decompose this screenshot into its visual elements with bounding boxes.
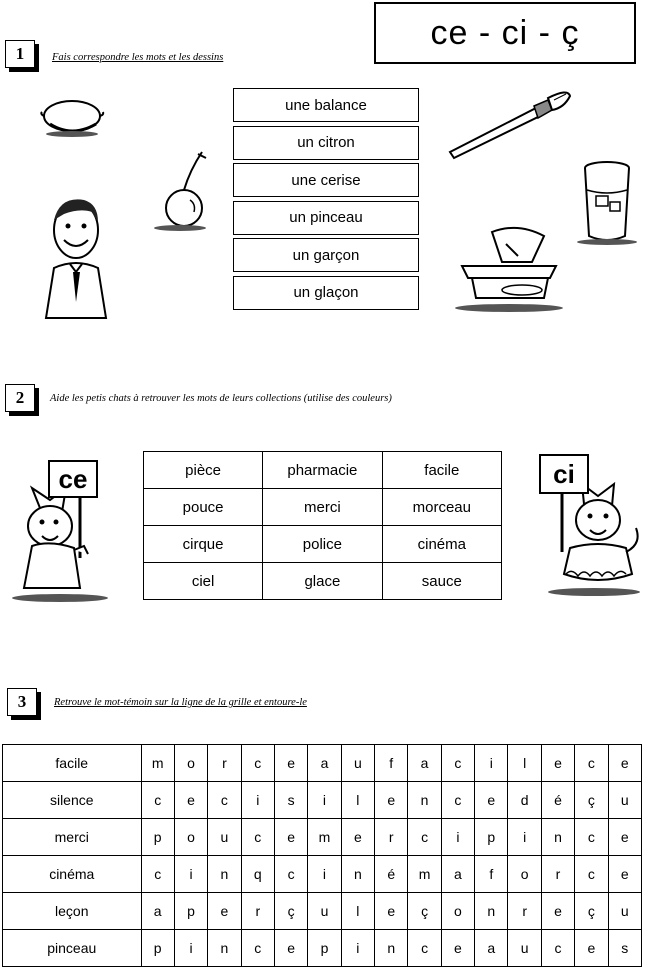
letter-cell[interactable]: e [541,893,574,930]
letter-cell[interactable]: m [308,819,341,856]
letter-cell[interactable]: c [274,856,307,893]
word-box[interactable]: un glaçon [233,276,419,310]
glass-of-water-icon[interactable] [572,158,642,246]
word-box[interactable]: un pinceau [233,201,419,235]
letter-cell[interactable]: i [441,819,474,856]
letter-cell[interactable]: u [308,893,341,930]
word-cell[interactable]: cinéma [382,526,501,563]
boy-icon[interactable] [40,190,112,320]
exercise-1-word-list [233,88,419,314]
grid-row [3,819,642,856]
witness-word: silence [3,782,142,819]
letter-cell[interactable]: e [341,819,374,856]
witness-word: cinéma [3,856,142,893]
letter-cell[interactable]: c [241,930,274,967]
word-cell[interactable]: police [263,526,382,563]
witness-word: merci [3,819,142,856]
letter-cell[interactable]: e [274,930,307,967]
exercise-2-number: 2 [5,384,35,412]
letter-cell[interactable]: d [508,782,541,819]
letter-cell[interactable]: e [575,930,608,967]
letter-cell[interactable]: i [308,856,341,893]
letter-cell[interactable]: a [408,745,441,782]
letter-cell[interactable]: u [208,819,241,856]
letter-cell[interactable]: i [475,745,508,782]
letter-cell[interactable]: a [308,745,341,782]
letter-cell[interactable]: o [174,819,207,856]
letter-cell[interactable]: u [608,893,641,930]
letter-cell[interactable]: u [608,782,641,819]
word-cell[interactable]: merci [263,489,382,526]
letter-cell[interactable]: f [475,856,508,893]
letter-cell[interactable]: o [174,745,207,782]
letter-cell[interactable]: c [575,745,608,782]
letter-cell[interactable]: e [208,893,241,930]
word-cell[interactable]: pièce [144,452,263,489]
word-cell[interactable]: glace [263,563,382,600]
letter-cell[interactable]: p [475,819,508,856]
letter-cell[interactable]: c [408,819,441,856]
letter-cell[interactable]: c [208,782,241,819]
word-cell[interactable]: ciel [144,563,263,600]
letter-cell[interactable]: r [208,745,241,782]
letter-cell[interactable]: a [141,893,174,930]
letter-cell[interactable]: e [541,745,574,782]
letter-cell[interactable]: i [174,856,207,893]
letter-cell[interactable]: c [575,819,608,856]
cat-ci-sign: ci [539,454,589,494]
page-title: ce - ci - ç [374,2,636,64]
scale-icon[interactable] [452,222,566,314]
letter-cell[interactable]: n [341,856,374,893]
letter-cell[interactable]: u [341,745,374,782]
letter-cell[interactable]: c [141,856,174,893]
letter-cell[interactable]: i [174,930,207,967]
letter-cell[interactable]: s [608,930,641,967]
letter-cell[interactable]: m [408,856,441,893]
exercise-3-letter-grid [2,744,642,967]
exercise-3-instruction: Retrouve le mot-témoin sur la ligne de la grille et entoure-le [54,697,307,708]
word-box[interactable]: un garçon [233,238,419,272]
word-cell[interactable]: morceau [382,489,501,526]
table-row [144,489,502,526]
lemon-icon[interactable] [36,94,108,140]
letter-cell[interactable]: ç [575,782,608,819]
letter-cell[interactable]: a [441,856,474,893]
letter-cell[interactable]: m [141,745,174,782]
letter-cell[interactable]: n [408,782,441,819]
exercise-2-instruction: Aide les petis chats à retrouver les mots de leurs collections (utilise des couleurs) [50,393,392,404]
letter-cell[interactable]: ç [575,893,608,930]
letter-cell[interactable]: e [608,745,641,782]
letter-cell[interactable]: e [274,745,307,782]
letter-cell[interactable]: f [375,745,408,782]
table-row [144,452,502,489]
letter-cell[interactable]: c [241,819,274,856]
grid-row [3,930,642,967]
letter-cell[interactable]: e [274,819,307,856]
letter-cell[interactable]: o [508,856,541,893]
word-box[interactable]: une balance [233,88,419,122]
letter-cell[interactable]: c [575,856,608,893]
letter-cell[interactable]: ç [408,893,441,930]
letter-cell[interactable]: r [541,856,574,893]
letter-cell[interactable]: c [408,930,441,967]
letter-cell[interactable]: e [475,782,508,819]
letter-cell[interactable]: u [508,930,541,967]
letter-cell[interactable]: c [141,782,174,819]
letter-cell[interactable]: c [441,745,474,782]
grid-row [3,782,642,819]
letter-cell[interactable]: p [174,893,207,930]
grid-row [3,893,642,930]
letter-cell[interactable]: r [241,893,274,930]
exercise-2-word-table [143,451,502,600]
letter-cell[interactable]: q [241,856,274,893]
letter-cell[interactable]: e [441,930,474,967]
letter-cell[interactable]: n [541,819,574,856]
letter-cell[interactable]: n [208,930,241,967]
letter-cell[interactable]: e [174,782,207,819]
witness-word: facile [3,745,142,782]
letter-cell[interactable]: l [341,893,374,930]
letter-cell[interactable]: i [341,930,374,967]
letter-cell[interactable]: s [274,782,307,819]
letter-cell[interactable]: i [508,819,541,856]
letter-cell[interactable]: l [341,782,374,819]
letter-cell[interactable]: r [508,893,541,930]
letter-cell[interactable]: l [508,745,541,782]
letter-cell[interactable]: p [141,930,174,967]
word-cell[interactable]: pouce [144,489,263,526]
cat-ce-sign: ce [48,460,98,498]
letter-cell[interactable]: é [541,782,574,819]
witness-word: leçon [3,893,142,930]
letter-cell[interactable]: é [375,856,408,893]
letter-cell[interactable]: e [375,782,408,819]
letter-cell[interactable]: i [308,782,341,819]
exercise-1-number: 1 [5,40,35,68]
table-row [144,563,502,600]
witness-word: pinceau [3,930,142,967]
letter-cell[interactable]: i [241,782,274,819]
word-cell[interactable]: facile [382,452,501,489]
letter-cell[interactable]: n [475,893,508,930]
letter-cell[interactable]: e [375,893,408,930]
cherry-icon[interactable] [150,150,220,232]
letter-cell[interactable]: p [141,819,174,856]
letter-cell[interactable]: r [375,819,408,856]
letter-cell[interactable]: n [375,930,408,967]
letter-cell[interactable]: o [441,893,474,930]
word-cell[interactable]: pharmacie [263,452,382,489]
grid-row [3,745,642,782]
letter-cell[interactable]: n [208,856,241,893]
exercise-3-number: 3 [7,688,37,716]
table-row [144,526,502,563]
word-cell[interactable]: sauce [382,563,501,600]
word-box[interactable]: un citron [233,126,419,160]
grid-row [3,856,642,893]
letter-cell[interactable]: c [241,745,274,782]
word-cell[interactable]: cirque [144,526,263,563]
word-box[interactable]: une cerise [233,163,419,197]
letter-cell[interactable]: e [608,819,641,856]
letter-cell[interactable]: c [541,930,574,967]
paintbrush-icon[interactable] [444,86,574,160]
letter-cell[interactable]: p [308,930,341,967]
letter-cell[interactable]: c [441,782,474,819]
exercise-1-instruction: Fais correspondre les mots et les dessins [52,52,224,63]
letter-cell[interactable]: a [475,930,508,967]
letter-cell[interactable]: ç [274,893,307,930]
letter-cell[interactable]: e [608,856,641,893]
